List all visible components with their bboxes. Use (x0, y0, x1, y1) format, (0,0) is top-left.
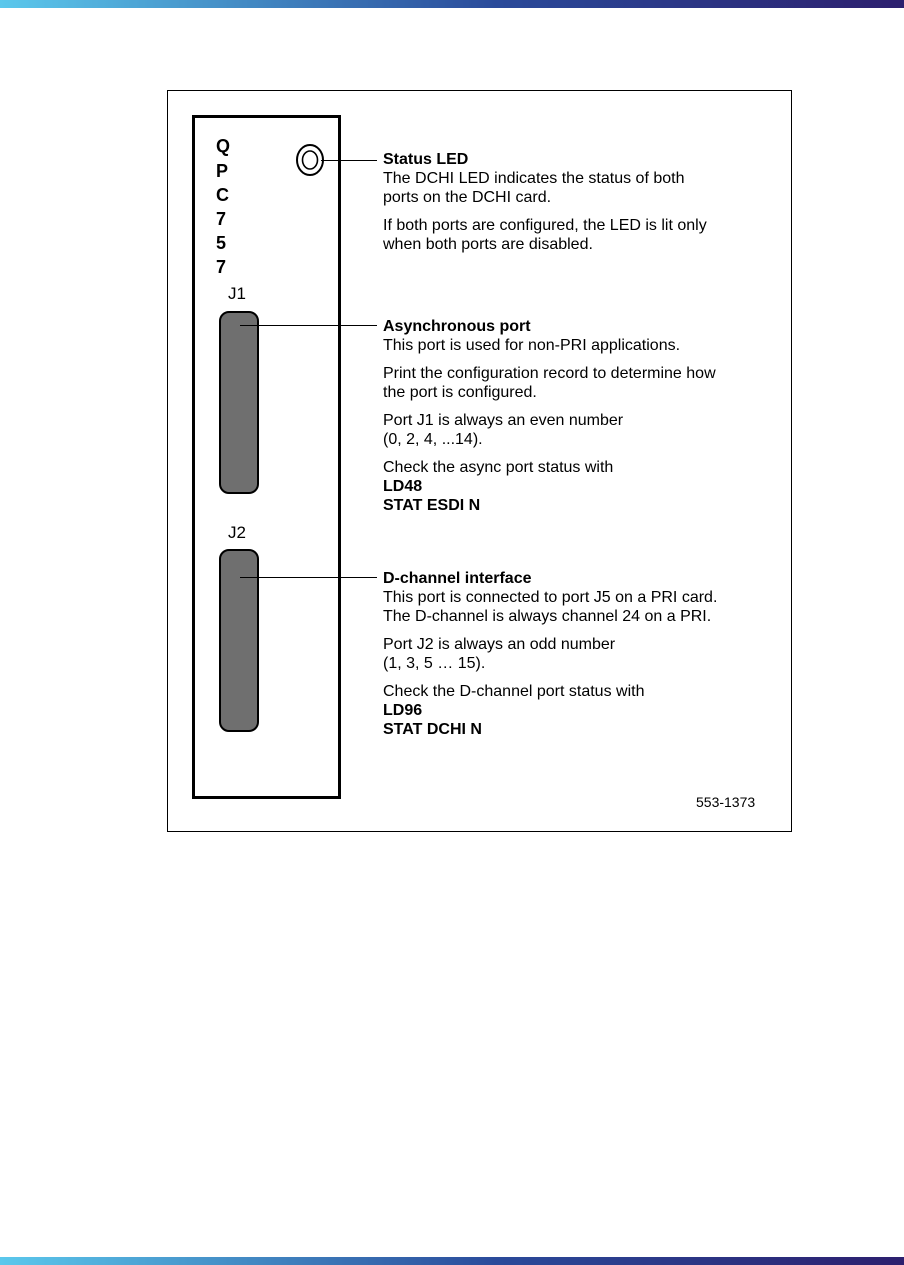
dchannel-title: D-channel interface (383, 570, 532, 587)
status-led-title: Status LED (383, 151, 469, 168)
async-port-callout (383, 317, 773, 515)
dchannel-check-note: Check the D-channel port status with LD96 STAT DCHI N (383, 682, 773, 739)
async-port-check-note: Check the async port status with LD48 STAT ESDI N (383, 458, 773, 515)
dchannel-number-note: Port J2 is always an odd number (1, 3, 5 … 15). (383, 636, 616, 672)
async-cmd-ld48: LD48 (383, 478, 423, 495)
dchannel-callout (383, 569, 773, 739)
top-gradient-bar (0, 0, 904, 8)
status-led-callout (383, 150, 773, 254)
async-port-text: This port is used for non-PRI applications. (383, 337, 681, 354)
j1-leader-line (240, 325, 377, 326)
j1-label: J1 (228, 284, 246, 303)
figure-id: 553-1373 (696, 794, 756, 810)
card-letter: 7 (216, 257, 227, 277)
status-led-leader-line (321, 160, 377, 161)
dchannel-cmd-stat: STAT DCHI N (383, 721, 482, 738)
card-letter: 7 (216, 209, 227, 229)
j1-connector (219, 311, 259, 494)
card-letter: 5 (216, 233, 227, 253)
bottom-gradient-bar (0, 1257, 904, 1265)
async-cmd-stat: STAT ESDI N (383, 497, 481, 514)
card-letter: Q (216, 136, 231, 156)
status-led-text: The DCHI LED indicates the status of both ports on the DCHI card. (383, 170, 685, 206)
async-port-title: Asynchronous port (383, 318, 531, 335)
status-led-note: If both ports are configured, the LED is lit only when both ports are disabled. (383, 217, 707, 253)
j2-leader-line (240, 577, 377, 578)
async-port-config-note: Print the configuration record to determine how the port is configured. (383, 365, 716, 401)
dchi-card-faceplate (192, 115, 341, 799)
dchannel-cmd-ld96: LD96 (383, 702, 423, 719)
dchannel-text: This port is connected to port J5 on a PRI card. The D-channel is always channel 24 on a PRI. (383, 589, 718, 625)
card-letter: P (216, 161, 229, 181)
j2-label: J2 (228, 523, 246, 542)
card-letter: C (216, 185, 229, 205)
async-port-number-note: Port J1 is always an even number (0, 2, 4, ...14). (383, 412, 624, 448)
